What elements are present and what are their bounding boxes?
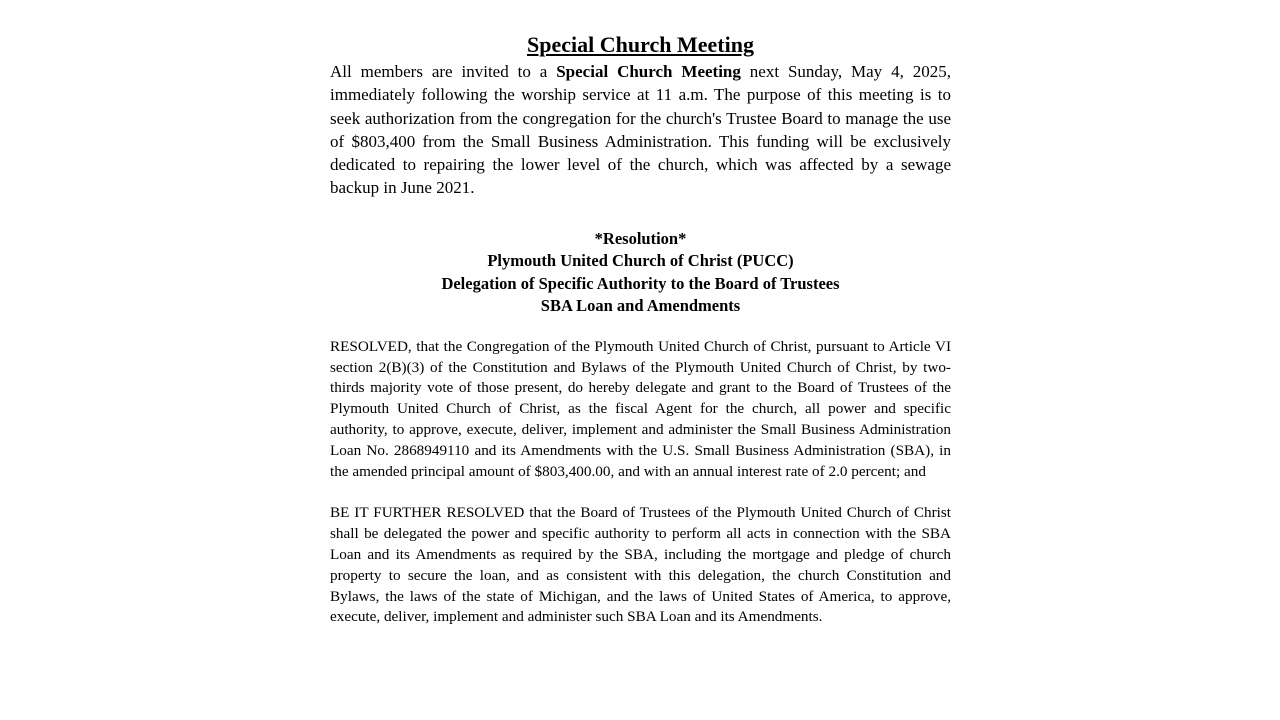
further-resolved-paragraph: BE IT FURTHER RESOLVED that the Board of Trustees of the Plymouth United Church of Christ shall be delegated the power and specific authority to perform all acts in connection with the SBA Loan and its Amendments as required by the SBA, including the mortgage and pledge of church property to secure the loan, and as consistent with this delegation, the church Constitution and Bylaws, the laws of the state of Michigan, and the laws of United States of America, to approve, execute, deliver, implement and administer such SBA Loan and its Amendments. xyxy=(330,504,951,626)
resolution-label: *Resolution* xyxy=(594,228,687,248)
resolved-paragraph: RESOLVED, that the Congregation of the Plymouth United Church of Christ, pursuant to Article VI section 2(B)(3) of the Constitution and Bylaws of the Plymouth United Church of Christ, by two-thirds majority vote of those present, do hereby delegate and grant to the Board of Trustees of the Plymouth United Church of Christ, as the fiscal Agent for the church, all power and specific authority, to approve, execute, deliver, implement and administer the Small Business Administration Loan No. 2868949110 and its Amendments with the U.S. Small Business Administration (SBA), in the amended principal amount of $803,400.00, and with an annual interest rate of 2.0 percent; and xyxy=(330,337,951,480)
resolution-heading xyxy=(330,228,951,318)
page-title: Special Church Meeting xyxy=(527,32,754,57)
resolution-subject: SBA Loan and Amendments xyxy=(540,296,741,316)
intro-text-bold: Special Church Meeting xyxy=(556,62,741,81)
document-page xyxy=(330,30,951,628)
resolution-church-name: Plymouth United Church of Christ (PUCC) xyxy=(487,251,794,271)
intro-paragraph xyxy=(330,60,951,200)
intro-text-before: All members are invited to a xyxy=(330,62,557,81)
intro-text-after: next Sunday, May 4, 2025, immediately following the worship service at 11 a.m. The purpose of this meeting is to seek authorization from the congregation for the church's Trustee Board to manage the use of $803,400 from the Small Business Administration. This funding will be exclusively dedicated to repairing the lower level of the church, which was affected by a sewage backup in June 2021. xyxy=(330,62,951,198)
resolution-delegation-title: Delegation of Specific Authority to the Board of Trustees xyxy=(441,273,840,293)
